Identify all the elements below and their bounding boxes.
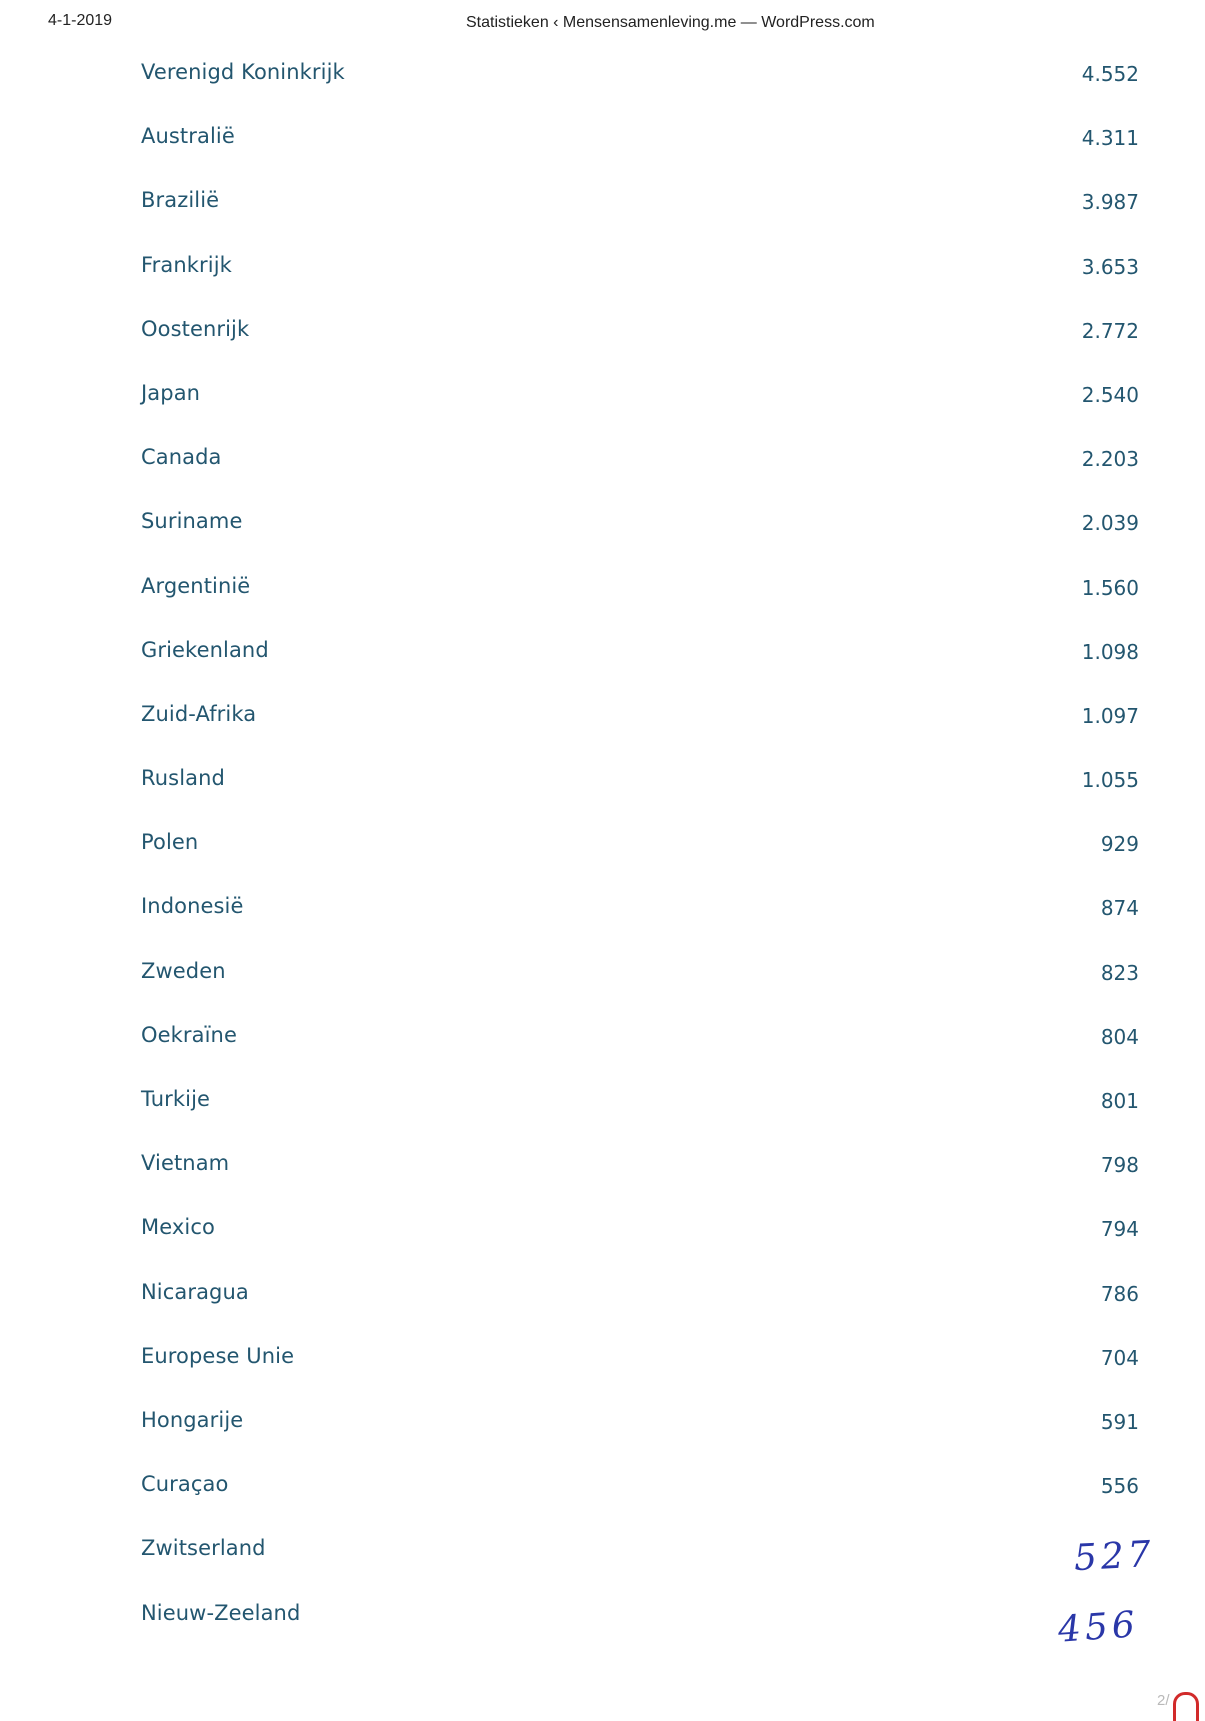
country-name: Canada	[141, 445, 222, 470]
list-item	[0, 1145, 1205, 1209]
views-count: 804	[1100, 1024, 1139, 1049]
country-name: Nieuw-Zeeland	[141, 1600, 301, 1625]
print-title: Statistieken ‹ Mensensamenleving.me — WordPress.com	[466, 14, 875, 31]
list-item	[0, 824, 1205, 888]
list-item	[0, 1274, 1205, 1338]
list-item	[0, 760, 1205, 824]
views-count: 3.987	[1081, 190, 1139, 215]
views-count: 2.203	[1081, 447, 1139, 472]
list-item	[0, 375, 1205, 439]
country-name: Oostenrijk	[141, 316, 250, 341]
country-name: Hongarije	[141, 1407, 244, 1432]
list-item	[0, 439, 1205, 503]
list-item	[0, 1595, 1205, 1659]
country-name: Brazilië	[141, 188, 220, 213]
views-count: 794	[1100, 1217, 1139, 1242]
list-item	[0, 1017, 1205, 1081]
views-count: 874	[1100, 896, 1139, 921]
list-item	[0, 1209, 1205, 1273]
country-name: Japan	[141, 380, 201, 405]
country-name: Zwitserland	[141, 1536, 266, 1561]
red-pen-mark	[1173, 1692, 1199, 1721]
country-name: Curaçao	[141, 1472, 229, 1497]
list-item	[0, 118, 1205, 182]
views-count: 704	[1100, 1345, 1139, 1370]
list-item	[0, 1530, 1205, 1594]
views-count: 1.560	[1081, 575, 1139, 600]
country-name: Polen	[141, 830, 199, 855]
views-count: 1.055	[1081, 768, 1139, 793]
country-name: Suriname	[141, 509, 243, 534]
page-number	[1157, 1692, 1191, 1718]
list-item	[0, 1081, 1205, 1145]
country-name: Oekraïne	[141, 1022, 237, 1047]
views-count: 801	[1100, 1089, 1139, 1113]
country-name: Griekenland	[141, 637, 269, 662]
views-count: 798	[1100, 1153, 1139, 1178]
country-name: Frankrijk	[141, 252, 232, 277]
views-count: 1.098	[1081, 639, 1139, 664]
views-count: 2.772	[1081, 318, 1139, 343]
views-count: 4.311	[1081, 126, 1139, 151]
list-item	[0, 696, 1205, 760]
country-name: Australië	[141, 124, 235, 149]
views-count: 929	[1100, 832, 1139, 857]
views-count: 2.540	[1081, 382, 1139, 407]
list-item	[0, 247, 1205, 311]
list-item	[0, 182, 1205, 246]
country-name: Turkije	[141, 1087, 211, 1111]
list-item	[0, 54, 1205, 118]
country-name: Nicaragua	[141, 1279, 249, 1304]
list-item	[0, 632, 1205, 696]
page-number-text: 2/	[1157, 1692, 1170, 1709]
print-date: 4-1-2019	[48, 12, 113, 29]
country-name: Indonesië	[141, 894, 244, 919]
country-name: Argentinië	[141, 573, 251, 598]
country-name: Verenigd Koninkrijk	[141, 60, 345, 84]
country-name: Europese Unie	[141, 1343, 295, 1368]
country-name: Zweden	[141, 958, 226, 983]
views-count: 2.039	[1081, 511, 1139, 536]
country-name: Zuid-Afrika	[141, 701, 257, 726]
list-item	[0, 888, 1205, 952]
country-stats-list	[0, 54, 1205, 1659]
list-item	[0, 1466, 1205, 1530]
handwritten-count-nieuw-zeeland: 456	[1056, 1604, 1141, 1651]
views-count: 1.097	[1081, 703, 1139, 728]
country-name: Vietnam	[141, 1151, 230, 1176]
views-count: 4.552	[1081, 62, 1139, 86]
country-name: Rusland	[141, 766, 225, 791]
list-item	[0, 1338, 1205, 1402]
list-item	[0, 311, 1205, 375]
list-item	[0, 1402, 1205, 1466]
views-count: 556	[1100, 1474, 1139, 1499]
views-count: 591	[1100, 1409, 1139, 1434]
list-item	[0, 503, 1205, 567]
views-count: 3.653	[1081, 254, 1139, 279]
print-header	[0, 12, 1205, 36]
country-name: Mexico	[141, 1215, 215, 1240]
handwritten-count-zwitserland: 527	[1073, 1533, 1157, 1580]
list-item	[0, 953, 1205, 1017]
views-count: 823	[1100, 960, 1139, 985]
list-item	[0, 568, 1205, 632]
views-count: 786	[1100, 1281, 1139, 1306]
